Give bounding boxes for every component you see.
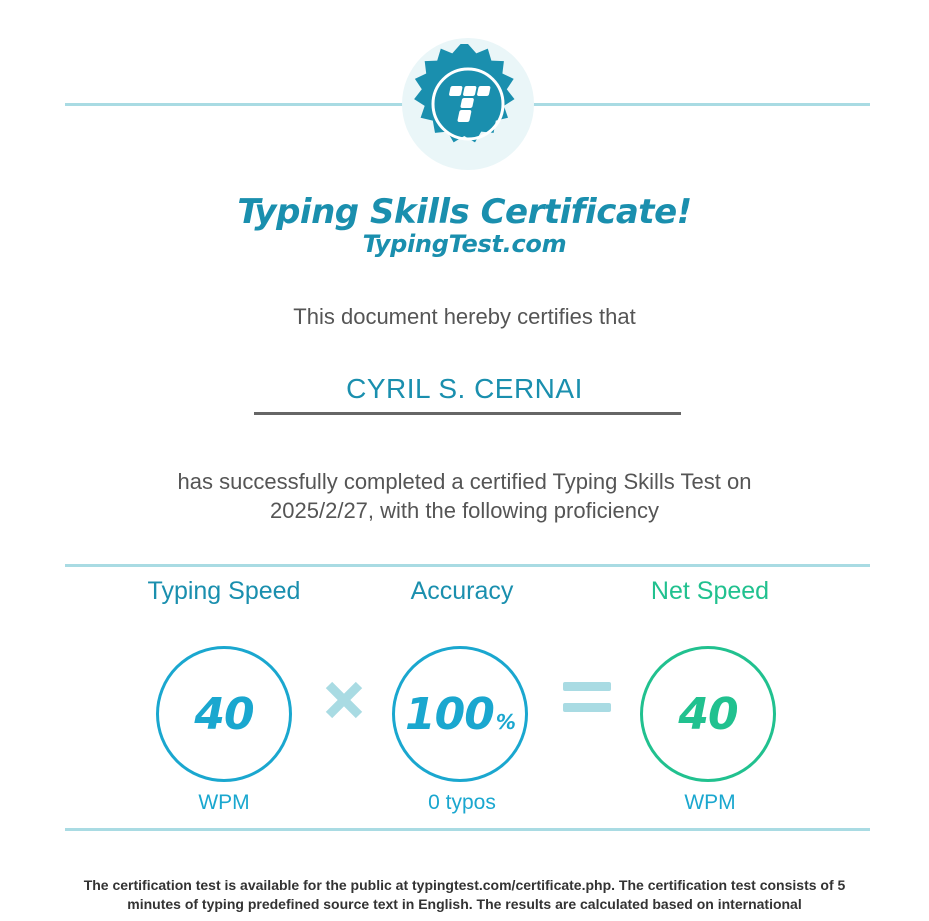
net-speed-circle — [640, 646, 776, 782]
accuracy-label: Accuracy — [410, 577, 514, 605]
recipient-name: CYRIL S. CERNAI — [346, 373, 583, 404]
multiply-icon — [323, 679, 365, 721]
accuracy-value: 100 % — [405, 688, 515, 740]
certification-description: has successfully completed a certified Typing Skills Test on 2025/2/27, with the following proficiency — [177, 469, 752, 523]
top-rule-right — [532, 103, 870, 106]
accuracy-typos: 0 typos — [428, 791, 496, 814]
accuracy-circle — [392, 646, 528, 782]
typing-speed-label: Typing Speed — [147, 577, 301, 605]
recipient-underline — [254, 412, 681, 415]
percent-sign: % — [495, 709, 515, 734]
top-rule-left — [65, 103, 405, 106]
net-speed-unit: WPM — [684, 791, 736, 814]
typing-speed-unit: WPM — [198, 791, 250, 814]
certificate-title: Typing Skills Certificate! — [237, 192, 692, 232]
stats-bottom-rule — [65, 828, 870, 831]
net-speed-value: 40 — [678, 688, 738, 740]
net-speed-label: Net Speed — [650, 577, 770, 605]
site-name: TypingTest.com — [362, 230, 567, 258]
intro-text: This document hereby certifies that — [293, 304, 636, 329]
typingtest-badge-logo — [402, 38, 534, 170]
footer-disclaimer: The certification test is available for the public at typingtest.com/certificate.php. The certification test consists of 5 minutes of typing predefined source text in English. The results are calculated based on international — [83, 877, 846, 912]
typing-speed-circle — [156, 646, 292, 782]
equals-icon — [563, 680, 611, 714]
stats-top-rule — [65, 564, 870, 567]
typing-speed-value: 40 — [194, 688, 254, 740]
